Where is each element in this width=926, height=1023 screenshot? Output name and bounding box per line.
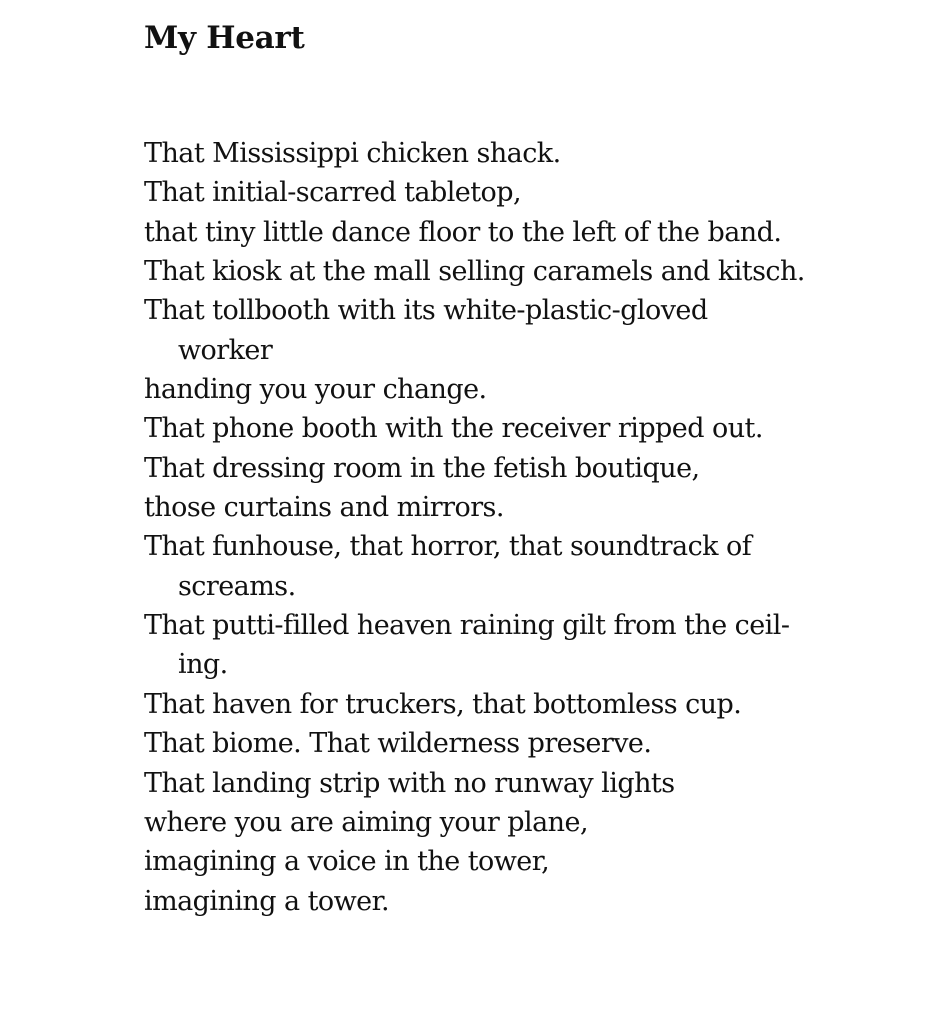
poem-line: That funhouse, that horror, that soundtrack of — [144, 531, 752, 563]
poem-line: imagining a tower. — [144, 885, 390, 917]
poem-line: that tiny little dance floor to the left of the band. — [144, 216, 782, 248]
poem-line: That phone booth with the receiver ripped out. — [144, 413, 763, 445]
poem-line: where you are aiming your plane, — [144, 806, 588, 838]
poem-line: That kiosk at the mall selling caramels and kitsch. — [144, 256, 805, 288]
poem-line: That biome. That wilderness preserve. — [144, 728, 652, 760]
poem-line: That Mississippi chicken shack. — [144, 138, 561, 169]
poem-line-continuation: worker — [178, 334, 273, 366]
poem-line: That dressing room in the fetish boutique, — [144, 452, 700, 484]
poem-line: imagining a voice in the tower, — [144, 846, 550, 878]
poem-line: handing you your change. — [144, 374, 487, 406]
poem-title: My Heart — [144, 20, 305, 56]
poem-line: That tollbooth with its white-plastic-gloved — [144, 295, 708, 327]
poem-line: That putti-filled heaven raining gilt from the ceil- — [144, 610, 790, 642]
poem-line: That landing strip with no runway lights — [144, 767, 675, 799]
poem-line: That initial-scarred tabletop, — [144, 177, 521, 209]
poem-line: That haven for truckers, that bottomless cup. — [144, 688, 742, 720]
poem-line-continuation: ing. — [178, 649, 228, 681]
poem-body — [144, 134, 904, 921]
poem-line: those curtains and mirrors. — [144, 492, 504, 524]
poem-line-continuation: screams. — [178, 570, 296, 602]
